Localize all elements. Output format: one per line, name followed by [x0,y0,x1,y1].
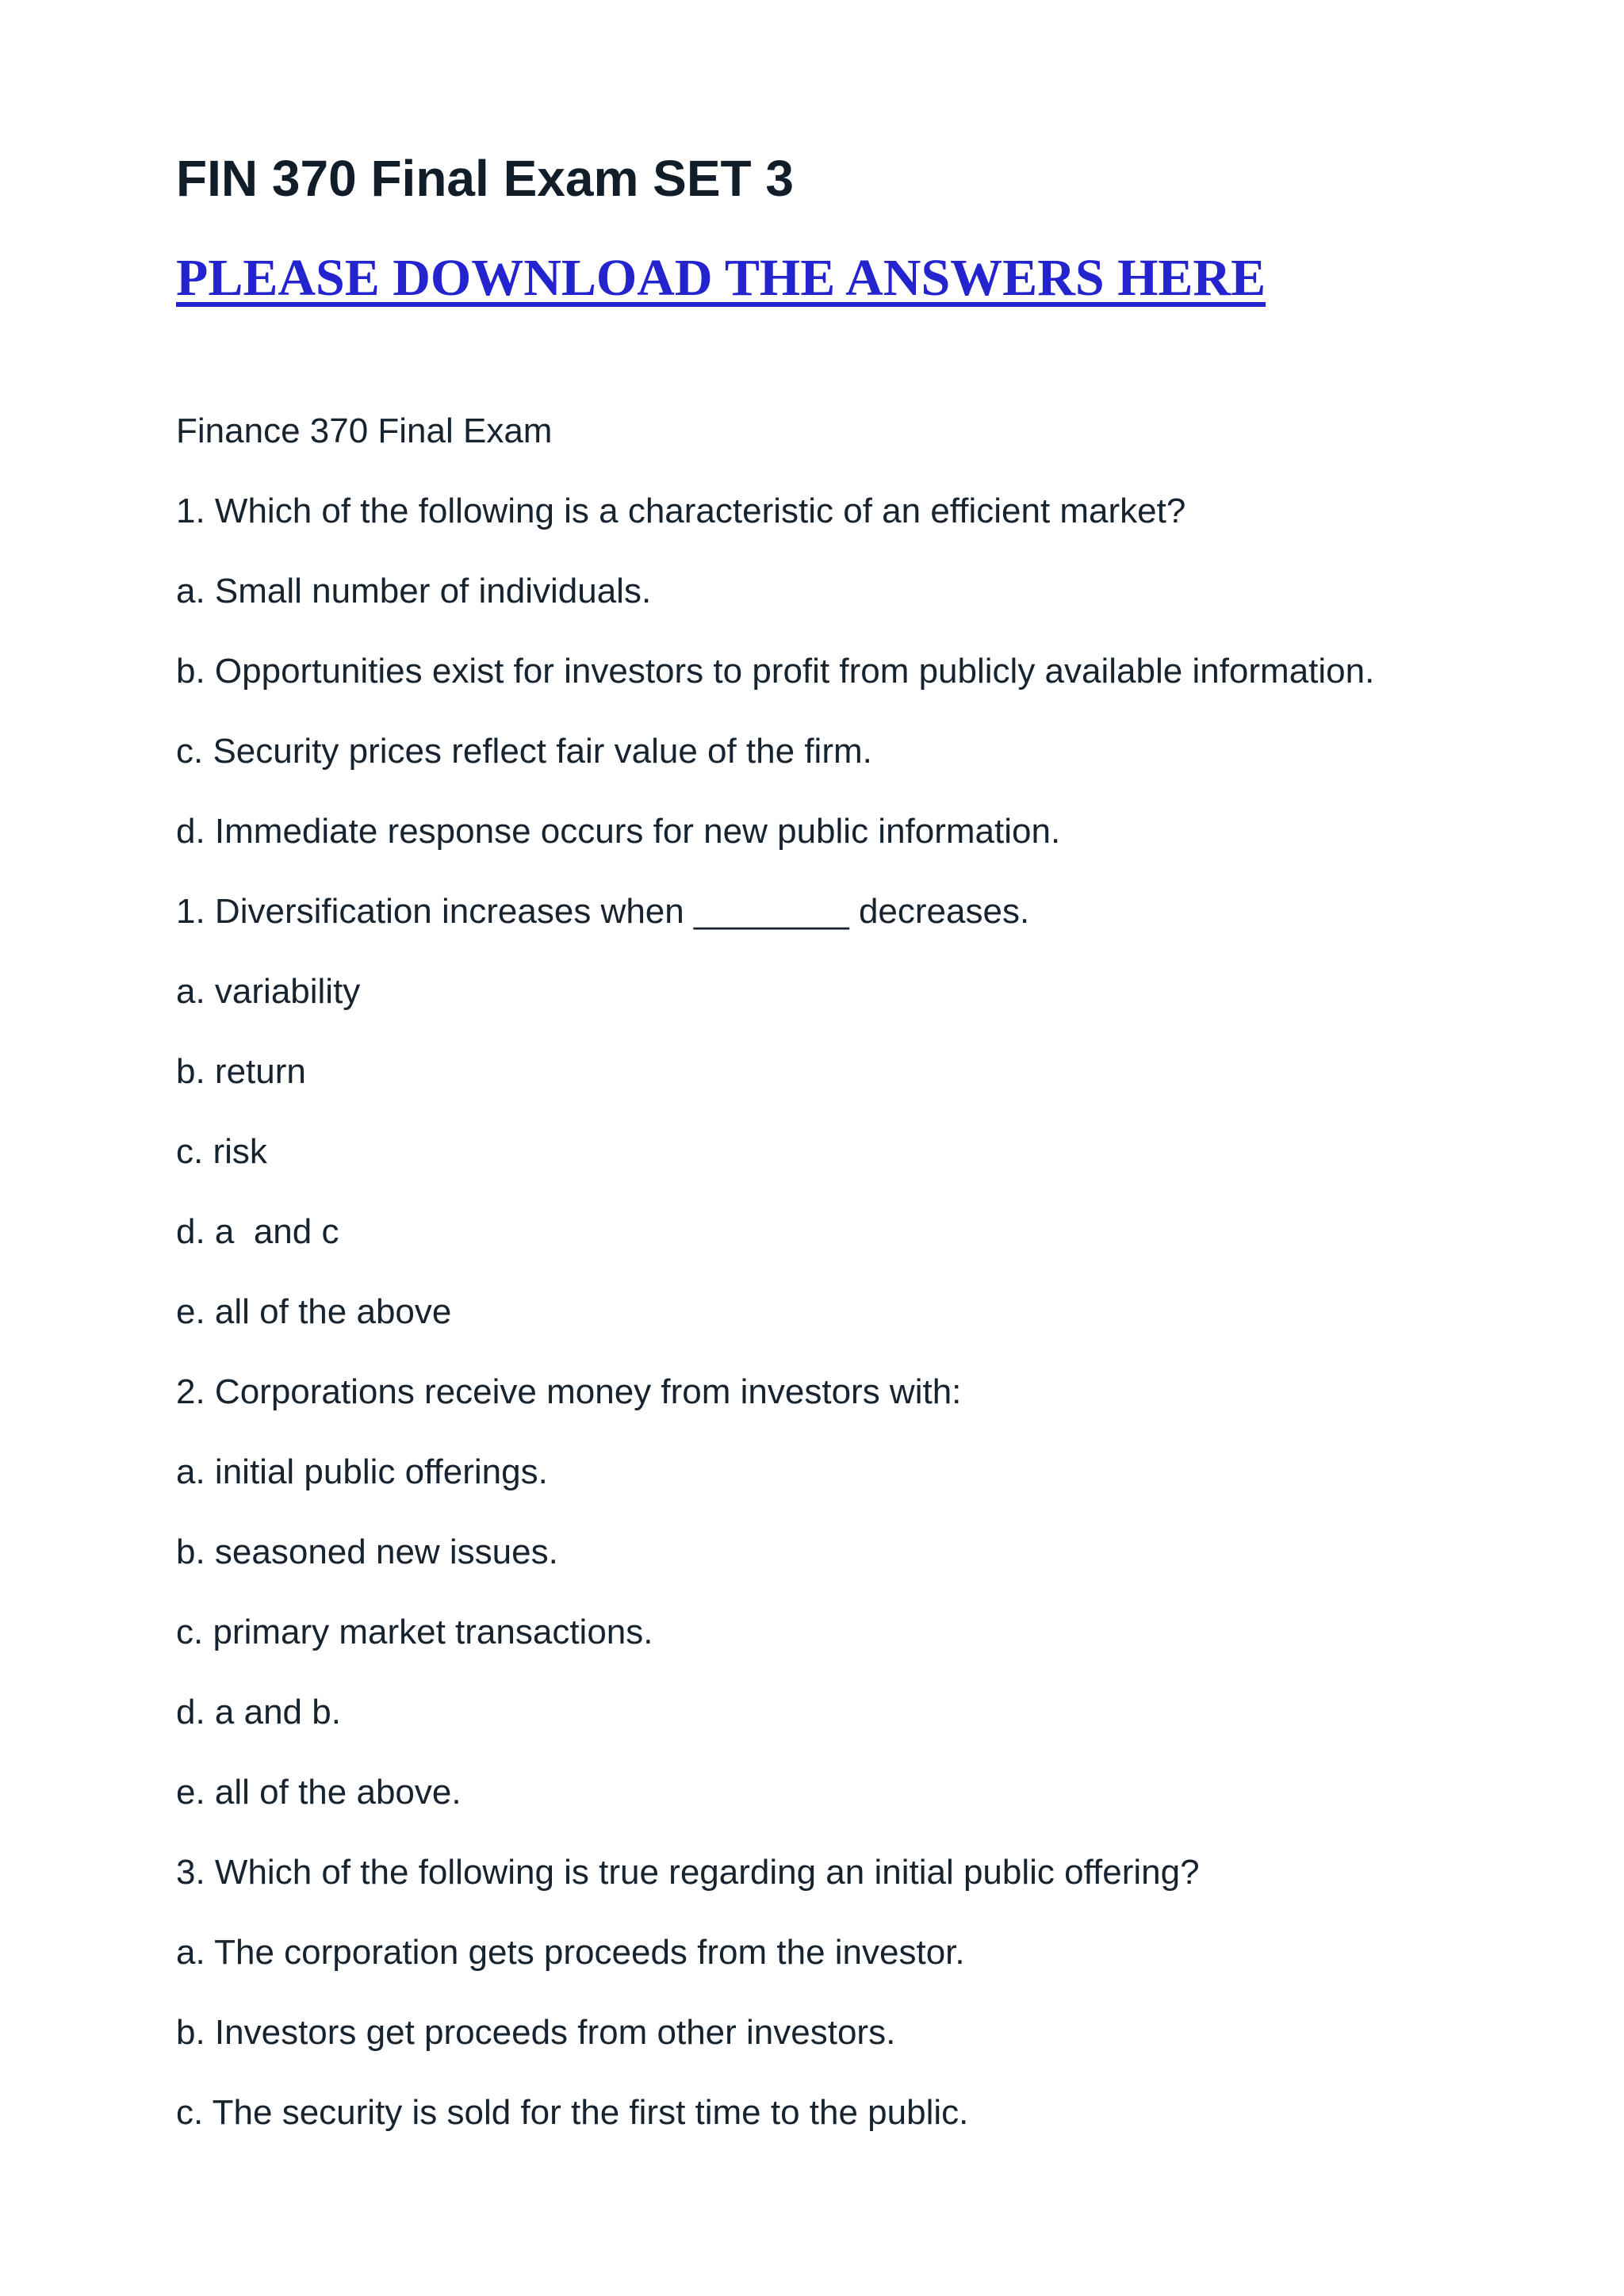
question-3-prompt: 2. Corporations receive money from investors with: [176,1372,962,1411]
question-4-choice-a: a. The corporation gets proceeds from the investor. [176,1933,965,1972]
page-title: FIN 370 Final Exam SET 3 [176,150,794,207]
question-2-choice-d: d. a and c [176,1212,339,1251]
question-3-choice-a: a. initial public offerings. [176,1452,548,1491]
question-1-choice-a: a. Small number of individuals. [176,572,652,610]
question-2-choice-a: a. variability [176,972,361,1011]
question-4-choice-c: c. The security is sold for the first time to the public. [176,2093,969,2132]
question-2-prompt: 1. Diversification increases when ________ decreases. [176,892,1030,931]
question-2-choice-e: e. all of the above [176,1292,452,1331]
question-1-choice-d: d. Immediate response occurs for new public information. [176,812,1061,851]
question-1-choice-c: c. Security prices reflect fair value of the firm. [176,732,872,771]
question-4-choice-b: b. Investors get proceeds from other investors. [176,2013,896,2052]
download-answers-link[interactable]: PLEASE DOWNLOAD THE ANSWERS HERE [176,249,1266,307]
exam-body [176,391,1529,2152]
question-3-choice-b: b. seasoned new issues. [176,1533,558,1571]
question-2-choice-b: b. return [176,1052,306,1091]
question-4-prompt: 3. Which of the following is true regarding an initial public offering? [176,1853,1200,1892]
question-3-choice-d: d. a and b. [176,1693,341,1732]
question-1-choice-b: b. Opportunities exist for investors to profit from publicly available information. [176,652,1375,691]
question-1-prompt: 1. Which of the following is a characteristic of an efficient market? [176,492,1186,530]
question-3-choice-c: c. primary market transactions. [176,1613,653,1651]
exam-subtitle: Finance 370 Final Exam [176,411,553,450]
question-3-choice-e: e. all of the above. [176,1773,462,1812]
download-link-line [176,249,1266,307]
question-2-choice-c: c. risk [176,1132,267,1171]
